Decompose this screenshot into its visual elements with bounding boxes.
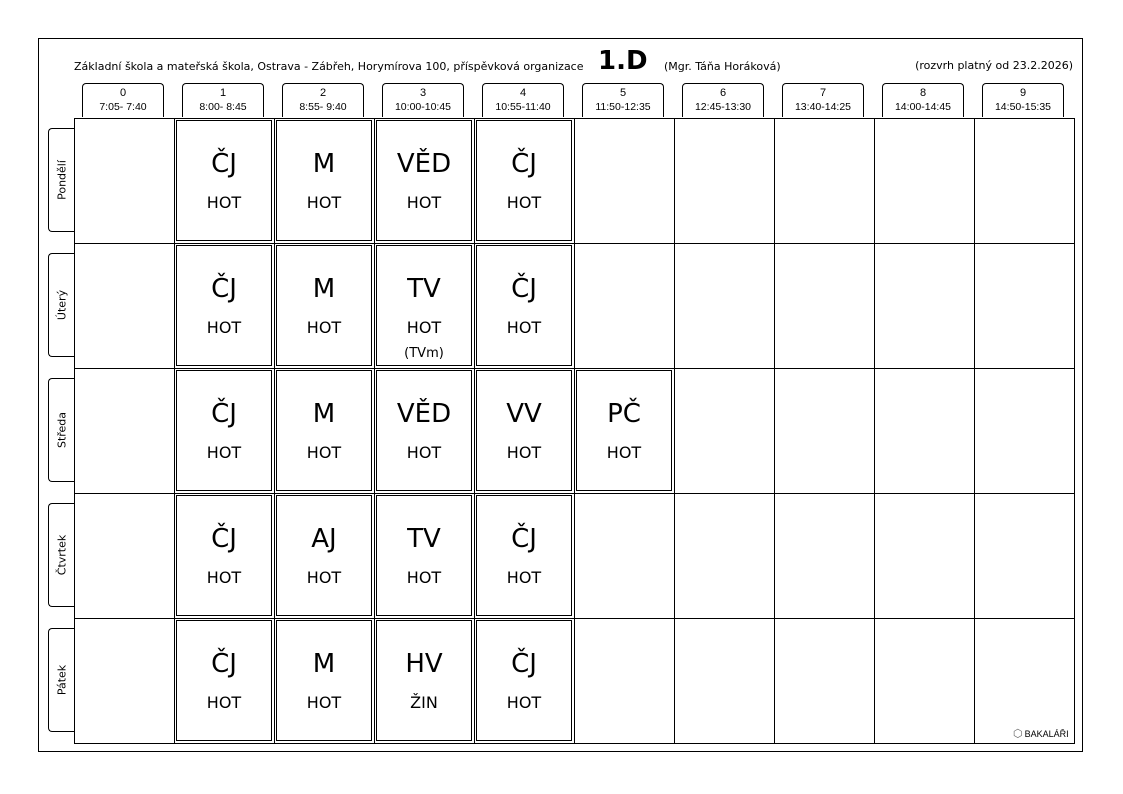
lesson-cell xyxy=(276,245,372,366)
period-header-5 xyxy=(582,83,664,117)
period-number: 3 xyxy=(419,87,427,99)
grid-column-divider xyxy=(374,119,375,743)
lesson-teacher: HOT xyxy=(306,193,342,212)
lesson-cell xyxy=(476,120,572,241)
day-label-1 xyxy=(48,253,74,357)
lesson-cell xyxy=(476,245,572,366)
lesson-teacher: HOT xyxy=(306,568,342,587)
lesson-subject: TV xyxy=(407,524,441,554)
lesson-teacher: HOT xyxy=(506,193,542,212)
lesson-teacher: HOT xyxy=(206,443,242,462)
period-header-7 xyxy=(782,83,864,117)
period-time: 14:50-15:35 xyxy=(994,101,1052,113)
period-header-0 xyxy=(82,83,164,117)
lesson-teacher: HOT xyxy=(306,693,342,712)
lesson-cell xyxy=(376,370,472,491)
lesson-cell xyxy=(376,245,472,366)
period-number: 2 xyxy=(319,87,327,99)
lesson-group: (TVm) xyxy=(404,346,444,361)
day-name: Pondělí xyxy=(55,160,68,200)
period-header-1 xyxy=(182,83,264,117)
period-header-2 xyxy=(282,83,364,117)
period-number: 7 xyxy=(819,87,827,99)
lesson-subject: M xyxy=(312,274,336,304)
lesson-cell xyxy=(176,370,272,491)
lesson-teacher: HOT xyxy=(206,318,242,337)
grid-column-divider xyxy=(574,119,575,743)
lesson-teacher: HOT xyxy=(206,193,242,212)
lesson-subject: ČJ xyxy=(511,149,537,179)
grid-column-divider xyxy=(274,119,275,743)
grid-row-divider xyxy=(75,243,1074,244)
period-time: 7:05- 7:40 xyxy=(99,101,147,113)
period-number: 0 xyxy=(119,87,127,99)
lesson-cell xyxy=(576,370,672,491)
period-header-6 xyxy=(682,83,764,117)
grid-row-divider xyxy=(75,618,1074,619)
lesson-teacher: ŽIN xyxy=(410,693,438,712)
grid-row-divider xyxy=(75,368,1074,369)
day-name: Středa xyxy=(55,411,68,449)
period-header-4 xyxy=(482,83,564,117)
lesson-teacher: HOT xyxy=(206,693,242,712)
lesson-cell xyxy=(176,245,272,366)
period-number: 4 xyxy=(519,87,527,99)
hexagon-logo-icon: ⬡ xyxy=(1013,728,1023,740)
period-header-8 xyxy=(882,83,964,117)
grid-column-divider xyxy=(474,119,475,743)
period-time: 12:45-13:30 xyxy=(694,101,752,113)
period-number: 5 xyxy=(619,87,627,99)
grid-column-divider xyxy=(874,119,875,743)
day-label-4 xyxy=(48,628,74,732)
period-number: 8 xyxy=(919,87,927,99)
lesson-cell xyxy=(376,620,472,741)
period-time: 13:40-14:25 xyxy=(794,101,852,113)
lesson-teacher: HOT xyxy=(506,443,542,462)
timetable-grid xyxy=(74,118,1075,744)
lesson-cell xyxy=(376,495,472,616)
day-name: Pátek xyxy=(55,664,68,696)
lesson-subject: ČJ xyxy=(511,649,537,679)
lesson-cell xyxy=(276,370,372,491)
lesson-cell xyxy=(276,120,372,241)
grid-column-divider xyxy=(174,119,175,743)
lesson-cell xyxy=(276,495,372,616)
lesson-cell xyxy=(376,120,472,241)
period-time: 8:00- 8:45 xyxy=(199,101,247,113)
grid-column-divider xyxy=(674,119,675,743)
lesson-teacher: HOT xyxy=(406,568,442,587)
day-name: Čtvrtek xyxy=(55,534,68,576)
lesson-cell xyxy=(476,495,572,616)
lesson-teacher: HOT xyxy=(406,443,442,462)
lesson-subject: M xyxy=(312,649,336,679)
day-label-2 xyxy=(48,378,74,482)
lesson-subject: ČJ xyxy=(211,649,237,679)
lesson-subject: VĚD xyxy=(396,149,452,179)
lesson-cell xyxy=(176,120,272,241)
lesson-cell xyxy=(176,495,272,616)
logo-text: BAKALÁŘI xyxy=(1024,729,1069,739)
lesson-teacher: HOT xyxy=(306,318,342,337)
lesson-subject: AJ xyxy=(311,524,337,554)
lesson-subject: PČ xyxy=(607,399,641,429)
lesson-subject: ČJ xyxy=(211,524,237,554)
lesson-teacher: HOT xyxy=(506,568,542,587)
period-time: 10:00-10:45 xyxy=(394,101,452,113)
period-time: 11:50-12:35 xyxy=(595,101,651,113)
lesson-subject: ČJ xyxy=(211,399,237,429)
lesson-subject: ČJ xyxy=(511,524,537,554)
period-header-3 xyxy=(382,83,464,117)
period-number: 1 xyxy=(219,87,227,99)
lesson-subject: M xyxy=(312,399,336,429)
class-title: 1.D xyxy=(598,46,648,76)
day-name: Úterý xyxy=(55,289,68,321)
validity-date: (rozvrh platný od 23.2.2026) xyxy=(915,59,1073,72)
lesson-subject: ČJ xyxy=(211,274,237,304)
school-name: Základní škola a mateřská škola, Ostrava - Zábřeh, Horymírova 100, příspěvková organizace xyxy=(74,60,584,73)
lesson-subject: ČJ xyxy=(211,149,237,179)
lesson-cell xyxy=(476,370,572,491)
period-number: 9 xyxy=(1019,87,1027,99)
grid-row-divider xyxy=(75,493,1074,494)
lesson-teacher: HOT xyxy=(506,693,542,712)
lesson-subject: VĚD xyxy=(396,399,452,429)
lesson-teacher: HOT xyxy=(206,568,242,587)
lesson-subject: TV xyxy=(407,274,441,304)
class-teacher: (Mgr. Táňa Horáková) xyxy=(664,60,781,73)
lesson-teacher: HOT xyxy=(606,443,642,462)
lesson-subject: M xyxy=(312,149,336,179)
lesson-cell xyxy=(276,620,372,741)
lesson-teacher: HOT xyxy=(506,318,542,337)
lesson-subject: VV xyxy=(506,399,542,429)
period-time: 10:55-11:40 xyxy=(495,101,551,113)
lesson-teacher: HOT xyxy=(306,443,342,462)
period-number: 6 xyxy=(719,87,727,99)
grid-column-divider xyxy=(974,119,975,743)
day-label-3 xyxy=(48,503,74,607)
period-header-9 xyxy=(982,83,1064,117)
lesson-subject: ČJ xyxy=(511,274,537,304)
period-time: 14:00-14:45 xyxy=(894,101,952,113)
lesson-teacher: HOT xyxy=(406,193,442,212)
day-label-0 xyxy=(48,128,74,232)
lesson-subject: HV xyxy=(405,649,443,679)
lesson-cell xyxy=(176,620,272,741)
lesson-teacher: HOT xyxy=(406,318,442,337)
bakalari-logo xyxy=(1013,727,1069,740)
lesson-cell xyxy=(476,620,572,741)
grid-column-divider xyxy=(774,119,775,743)
period-time: 8:55- 9:40 xyxy=(299,101,347,113)
